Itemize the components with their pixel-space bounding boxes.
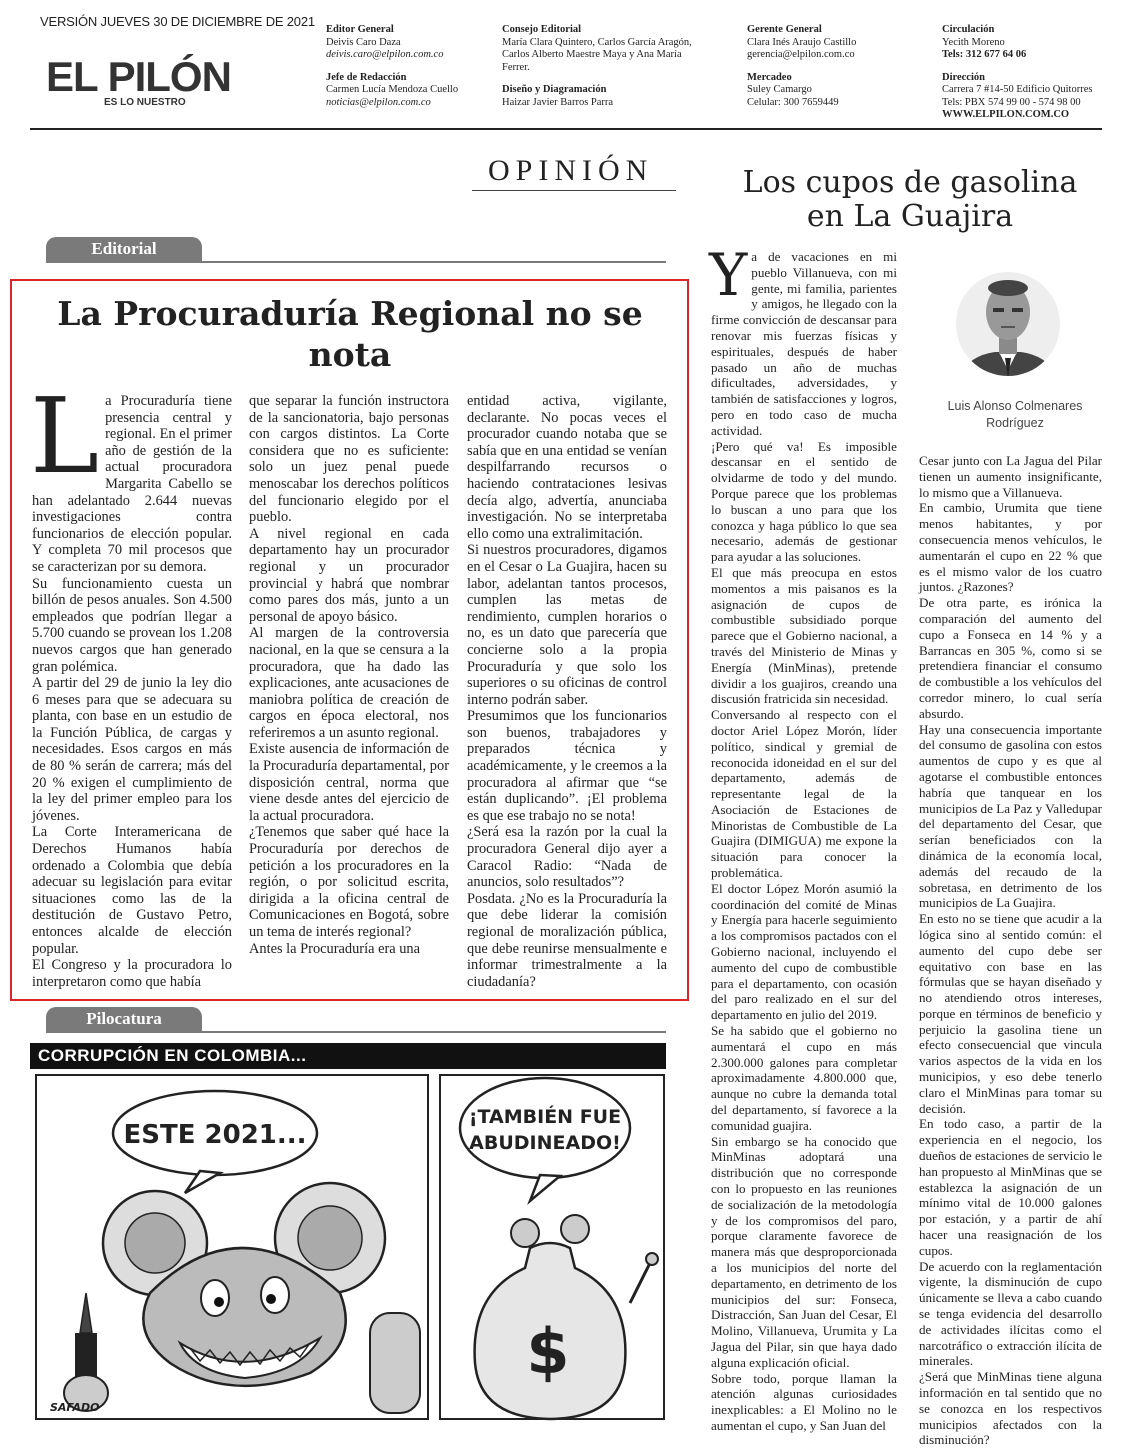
paragraph: En todo caso, a partir de la experiencia en el negocio, los dueños de estaciones de servicio le han propuesto al MinMinas que se establezca la asignación de un mínimo vital de 10.000 galones por estación, y a partir de ahí hacer una reasignación de los cupos. bbox=[919, 1116, 1102, 1258]
paragraph: a Procuraduría tiene presencia central y regional. En el primer año de gestión de la actual procuradora Margarita Cabello se han adelantado 2.644 nuevas investigaciones contra funcionarios de elección popular. Y completa 70 mil procesos que se caracterizan por su demora. bbox=[32, 393, 232, 575]
paragraph: En esto no se tiene que acudir a la lógica sino al sentido común: el aumento del cupo debe ser equitativo con base en las fórmulas que se hayan diseñado y no atendiendo otros intereses, porque en términos de beneficio y perjuicio la gasolina tiene un efecto consecuencial que vincula varios aspectos de la vida en los municipios, y eso debe tenerlo claro el MinMinas para tomar su decisión. bbox=[919, 911, 1102, 1116]
paragraph: El doctor López Morón asumió la coordinación del comité de Minas y Energía para hacerle seguimiento a los compromisos pactados con el Gobierno nacional, incluyendo el aumento del cupo de combustible para el departamento, con ocasión del paro realizado en el sur del departamento en julio del 2019. bbox=[711, 880, 897, 1023]
masthead-label: Gerente General bbox=[747, 24, 822, 35]
masthead-line: María Clara Quintero, Carlos García Aragón, bbox=[502, 36, 692, 48]
paragraph: Cesar junto con La Jagua del Pilar tienen un aumento insignificante, lo mismo que a Villanueva. bbox=[919, 453, 1102, 500]
masthead-line: Ferrer. bbox=[502, 61, 530, 73]
paragraph: Conversando al respecto con el doctor Ariel López Morón, líder político, sindical y gremial de reconocida idoneidad en el sur del departamento, además de representante legal de la Asociación de Estaciones de Minoristas de Combustible de La Guajira (DIMIGUA) me expone la situación para conocer la problemática. bbox=[711, 707, 897, 881]
masthead-column-3 bbox=[747, 24, 927, 109]
paragraph: En cambio, Urumita que tiene menos habitantes, y por consecuencia menos vehículos, le aumentarán el cupo en 22 % que es el mismo valor de los cuatro juntos. ¿Razones? bbox=[919, 500, 1102, 595]
paragraph: Sobre todo, porque llaman la atención algunas curiosidades inexplicables: a El Molino no le aumentan el cupo, y San Juan del bbox=[711, 1370, 897, 1433]
author-name bbox=[935, 398, 1095, 432]
paragraph: Su funcionamiento cuesta un billón de pesos anuales. Son 4.500 empleados que podrían llegar a 5.700 cuando se provean los 1.208 nuevos cargos que han generado gran polémica. bbox=[32, 575, 232, 675]
paragraph: Existe ausencia de información de la Procuraduría departamental, por disposición central, norma que viene desde antes del ejercicio de la actual procuradora. bbox=[249, 741, 449, 824]
bubble-1-text: ESTE 2021... bbox=[123, 1120, 307, 1150]
opinion-title-line1: Los cupos de gasolina bbox=[742, 165, 1078, 200]
bubble-2-text-line2: ABUDINEADO! bbox=[469, 1132, 621, 1154]
masthead-line: Yecith Moreno bbox=[942, 36, 1005, 48]
edition-date: VERSIÓN JUEVES 30 DE DICIEMBRE DE 2021 bbox=[40, 14, 315, 29]
website-link[interactable]: WWW.ELPILON.COM.CO bbox=[942, 109, 1070, 120]
masthead-line: Tels: PBX 574 99 00 - 574 98 00 bbox=[942, 96, 1081, 108]
cartoonist-signature: SAFADO bbox=[50, 1401, 100, 1414]
paragraph: El Congreso y la procuradora lo interpretaron como que había bbox=[32, 957, 232, 990]
masthead-label: Consejo Editorial bbox=[502, 24, 582, 35]
paragraph: Si nuestros procuradores, digamos en el Cesar o La Guajira, hacen su labor, adelantan tantos procesos, cumplen las metas de rendimiento, cumplen horarios o no, es un dato que parecería que concierne solo a la propia Procuraduría y que solo los superiores o su oficinas de control interno podrán saber. bbox=[467, 542, 667, 708]
cartoon-banner bbox=[30, 1043, 666, 1069]
paragraph: De acuerdo con la reglamentación vigente, la disminución de cupo únicamente se lleva a cabo cuando se tenga evidencia del desarrollo de actividades ilícitas como el narcotráfico o extracción ilícita de minerales. bbox=[919, 1258, 1102, 1369]
paragraph: Al margen de la controversia nacional, en la que se censura a la procuradora, que ha dado las explicaciones, ante acusaciones de maniobra política de creación de cargos en época electoral, nos referiremos a un asunto regional. bbox=[249, 625, 449, 741]
masthead-line: Suley Camargo bbox=[747, 84, 812, 95]
cartoon-tag-line bbox=[46, 1031, 666, 1033]
masthead-line: Carlos Alberto Maestre Maya y Ana María bbox=[502, 49, 682, 60]
section-underline bbox=[472, 190, 676, 191]
masthead-line: Haizar Javier Barros Parra bbox=[502, 96, 614, 108]
masthead-column-2 bbox=[502, 24, 732, 109]
paragraph: Antes la Procuraduría era una bbox=[249, 940, 421, 957]
masthead-column-1 bbox=[326, 24, 496, 109]
masthead-line: Carmen Lucía Mendoza Cuello bbox=[326, 84, 459, 95]
newspaper-slogan: ES LO NUESTRO bbox=[104, 97, 186, 108]
paragraph: ¿Será que MinMinas tiene alguna información en tal sentido que no se conozca en los respectivos municipios afectados con la disminución? bbox=[919, 1369, 1102, 1448]
masthead-line: Carrera 7 #14-50 Edificio Quitorres bbox=[942, 84, 1093, 95]
masthead-line[interactable]: gerencia@elpilon.com.co bbox=[747, 49, 855, 60]
header-divider bbox=[30, 128, 1102, 130]
masthead-label: Jefe de Redacción bbox=[326, 71, 407, 83]
opinion-column-1 bbox=[709, 241, 897, 1434]
masthead-line: Tels: 312 677 64 06 bbox=[942, 49, 1027, 60]
section-title: OPINIÓN bbox=[488, 154, 654, 187]
paragraph: entidad activa, vigilante, declarante. No pocas veces el procurador cuando notaba que se sabía que en una entidad se venían despilfarrando recursos o haciendo contrataciones lesivas decía algo, advertía, anunciaba investigación. No se interpretaba ello como una extralimitación. bbox=[467, 393, 667, 542]
masthead-label: Editor General bbox=[326, 24, 394, 35]
masthead-email[interactable]: deivis.caro@elpilon.com.co bbox=[326, 49, 444, 60]
paragraph: A nivel regional en cada departamento hay un procurador regional y un procurador provincial y habrá que nombrar como pares dos más, junto a un personal de apoyo básico. bbox=[249, 525, 449, 625]
paragraph: a de vacaciones en mi pueblo Villanueva, con mi gente, mi familia, parientes y amigos, he llegado con la firme convicción de descansar para renovar mis fuerzas físicas y espirituales, después de haber pasado un año de muchas dificultades, adversidades, y también de satisfacciones y logros, pero en todo caso de mucha actividad. bbox=[711, 249, 897, 438]
paragraph: De otra parte, es irónica la comparación del aumento del cupo a Fonseca en 14 % y a Barrancas en 305 %, como si se pretendiera financiar el consumo de combustible a los vehículos del corredor minero, lo cual sería absurdo. bbox=[919, 595, 1102, 721]
paragraph: Presumimos que los funcionarios son buenos, trabajadores y preparados técnica y académicamente, y le creemos a la procuradora al afirmar que “se están duplicando”. ¡El problema es que ese trabajo no se nota! bbox=[467, 708, 667, 824]
paragraph: que separar la función instructora de la sancionatoria, bajo personas con cargos distintos. La Corte considera que no es suficiente: solo un juez penal puede menoscabar los derechos políticos del funcionario elegido por el pueblo. bbox=[249, 393, 449, 526]
paragraph: A partir del 29 de junio la ley dio 6 meses para que se adecuara su planta, con base en un estudio de la Función Pública, de cargas y necesidades. Esos cargos en más de 80 % serán de carrera; más del 20 % exigen el cumplimiento de la ley del primer empleo para los jóvenes. bbox=[32, 675, 232, 824]
masthead-line: Clara Inés Araujo Castillo bbox=[747, 36, 857, 48]
drop-cap: L bbox=[30, 375, 100, 497]
masthead-line: Celular: 300 7659449 bbox=[747, 96, 839, 108]
editorial-title: La Procuraduría Regional no se nota bbox=[57, 294, 643, 374]
editorial-column-3 bbox=[467, 393, 667, 990]
paragraph: Hay una consecuencia importante del consumo de gasolina con estos aumentos de cupo y es que al agotarse el combustible entonces habría que tanquear en los municipios de La Paz y Valledupar del departamento del Cesar, que serían beneficiados con la dinámica de la economía local, además del recaudo de la sobretasa, en detrimento de los municipios de La Guajira. bbox=[919, 721, 1102, 911]
newspaper-logo[interactable]: EL PILÓN bbox=[46, 53, 231, 100]
speech-bubble-2 bbox=[460, 1078, 630, 1178]
drop-cap: Y bbox=[709, 241, 748, 309]
paragraph: Se ha sabido que el gobierno no aumentará el cupo en más 2.300.000 galones para completar aproximadamente 4.800.000 que, aunque no cubre la demanda total del departamento, sí favorece a la comunidad guajira. bbox=[711, 1023, 897, 1133]
author-photo bbox=[955, 266, 1061, 384]
paragraph: La Corte Interamericana de Derechos Humanos había ordenado a Colombia que debía adecuar su legislación para evitar situaciones como las de la destitución de Gustavo Petro, entonces alcalde de elección popular. bbox=[32, 824, 232, 957]
masthead-line: Deivis Caro Daza bbox=[326, 36, 401, 48]
masthead-column-4 bbox=[942, 24, 1117, 122]
opinion-column-2 bbox=[919, 453, 1102, 1448]
paragraph: El que más preocupa en estos momentos a mis paisanos es la asignación de cupos de combustible subsidiado porque parece que el Gobierno nacional, a través del Ministerio de Minas y Energía (MinMinas), pretende dividir a los guajiros, creando una discusión fratricida sin necesidad. bbox=[711, 564, 897, 707]
editorial-column-2 bbox=[249, 393, 449, 957]
cartoon-tag: Pilocatura bbox=[46, 1007, 202, 1031]
editorial-column-1 bbox=[30, 375, 232, 990]
editorial-tag: Editorial bbox=[46, 237, 202, 261]
editorial-tag-line bbox=[46, 261, 666, 263]
masthead-label: Diseño y Diagramación bbox=[502, 84, 607, 95]
masthead-label: Mercadeo bbox=[747, 71, 792, 83]
author-name-line1: Luis Alonso Colmenares bbox=[947, 399, 1083, 413]
masthead-label: Circulación bbox=[942, 24, 995, 35]
masthead-label: Dirección bbox=[942, 71, 985, 83]
bubble-2-text-line1: ¡TAMBIÉN FUE bbox=[468, 1106, 622, 1128]
paragraph: ¿Tenemos que saber qué hace la Procuraduría por derechos de petición a los procuradores en la región, o por solicitud escrita, dirigida a la oficina central de Comunicaciones en Bogotá, sobre un tema de interés regional? bbox=[249, 824, 449, 940]
paragraph: Sin embargo se ha conocido que MinMinas adoptará una distribución que no corresponde con lo propuesto en las reuniones de socialización de la metodología y de los compromisos del paro, porque claramente favorece de manera más que desproporcionada a los municipios del norte del departamento, en detrimento de los municipios del sur: Fonseca, Distracción, San Juan del Cesar, El Molino, Villanueva, Urumita y La Jagua del Pilar, sin que haya dado alguna explicación oficial. bbox=[711, 1133, 897, 1370]
cartoon-banner-text: CORRUPCIÓN EN COLOMBIA... bbox=[38, 1046, 307, 1065]
dollar-icon: $ bbox=[526, 1315, 570, 1388]
opinion-title-line2: en La Guajira bbox=[806, 199, 1014, 234]
author-name-line2: Rodríguez bbox=[986, 416, 1044, 430]
cartoon-illustration bbox=[30, 1043, 666, 1423]
paragraph: ¡Pero qué va! Es imposible descansar en el sentido de olvidarme de todo y del mundo. Porque parece que los problemas lo buscan a uno para que los conozca y haga público lo que sea necesario, además de gestionar para ayudar a las soluciones. bbox=[711, 438, 897, 565]
paragraph: Posdata. ¿No es la Procuraduría la que debe liderar la comisión regional de moralización pública, que debe reunirse mensualmente e informar trimestralmente a la ciudadanía? bbox=[467, 890, 667, 990]
paragraph: ¿Será esa la razón por la cual la procuradora General dijo ayer a Caracol Radio: “Nada de anuncios, solo resultados”? bbox=[467, 824, 667, 891]
masthead-email[interactable]: noticias@elpilon.com.co bbox=[326, 96, 431, 108]
opinion-title bbox=[700, 166, 1120, 234]
